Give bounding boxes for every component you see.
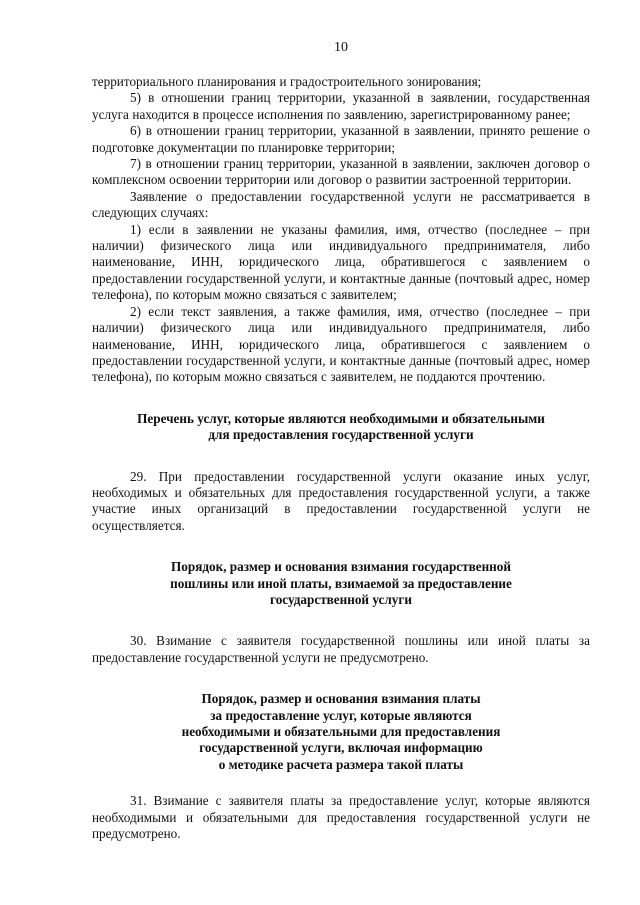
spacer bbox=[92, 386, 590, 411]
section-heading-line: государственной услуги, включая информацию bbox=[199, 740, 483, 756]
section-heading-line: государственной услуги bbox=[270, 591, 412, 607]
section-heading bbox=[92, 559, 590, 608]
section-heading-line: Порядок, размер и основания взимания платы bbox=[201, 691, 481, 707]
paragraph: территориального планирования и градостроительного зонирования; bbox=[92, 74, 482, 89]
spacer bbox=[92, 666, 590, 691]
section-heading-line: за предоставление услуг, которые являются bbox=[210, 707, 472, 723]
section-heading-line: о методике расчета размера такой платы bbox=[218, 756, 464, 772]
spacer bbox=[92, 608, 590, 633]
spacer bbox=[92, 534, 590, 559]
paragraph: 31. Взимание с заявителя платы за предоставление услуг, которые являются необходимыми и обязательными для предоставления государственной услуги не предусмотрено. bbox=[92, 793, 590, 842]
paragraph: 30. Взимание с заявителя государственной пошлины или иной платы за предоставление государственной услуги не предусмотрено. bbox=[92, 633, 590, 665]
section-heading bbox=[92, 411, 590, 444]
paragraph: 7) в отношении границ территории, указанной в заявлении, заключен договор о комплексном освоении территории или договор о развитии застроенной территории. bbox=[92, 156, 590, 188]
paragraph: 2) если текст заявления, а также фамилия, имя, отчество (последнее – при наличии) физического лица или индивидуального предпринимателя, либо наименование, ИНН, юридического лица, обратившегося с заявлением о предоставлении государственной услуги, и контактные данные (почтовый адрес, номер телефона), по которым можно связаться с заявителем, не поддаются прочтению. bbox=[92, 303, 590, 385]
section-heading-line: необходимыми и обязательными для предоставления bbox=[181, 724, 501, 739]
paragraph: 6) в отношении границ территории, указанной в заявлении, принято решение о подготовке документации по планировке территории; bbox=[92, 123, 590, 155]
paragraph: 1) если в заявлении не указаны фамилия, имя, отчество (последнее – при наличии) физического лица или индивидуального предпринимателя, либо наименование, ИНН, юридического лица, обратившегося с заявлением о предоставлении государственной услуги, и контактные данные (почтовый адрес, номер телефона), по которым можно связаться с заявителем; bbox=[92, 221, 590, 303]
spacer bbox=[92, 773, 590, 793]
section-heading-line: Порядок, размер и основания взимания государственной bbox=[171, 559, 511, 575]
paragraph: 5) в отношении границ территории, указанной в заявлении, государственная услуга находится в процессе исполнения по заявлению, зарегистрированному ранее; bbox=[92, 90, 590, 122]
paragraph: 29. При предоставлении государственной услуги оказание иных услуг, необходимых и обязательных для предоставления государственной услуги, а также участие иных организаций в предоставлении государственной услуги не осуществляется. bbox=[92, 468, 590, 533]
document-body bbox=[92, 74, 590, 842]
paragraph: Заявление о предоставлении государственной услуги не рассматривается в следующих случаях: bbox=[92, 188, 590, 221]
section-heading-line: для предоставления государственной услуги bbox=[208, 427, 474, 443]
page-number: 10 bbox=[334, 40, 348, 55]
section-heading-line: пошлины или иной платы, взимаемой за предоставление bbox=[170, 575, 512, 591]
section-heading-line: Перечень услуг, которые являются необходимыми и обязательными bbox=[137, 410, 545, 426]
spacer bbox=[92, 444, 590, 469]
section-heading bbox=[92, 691, 590, 773]
